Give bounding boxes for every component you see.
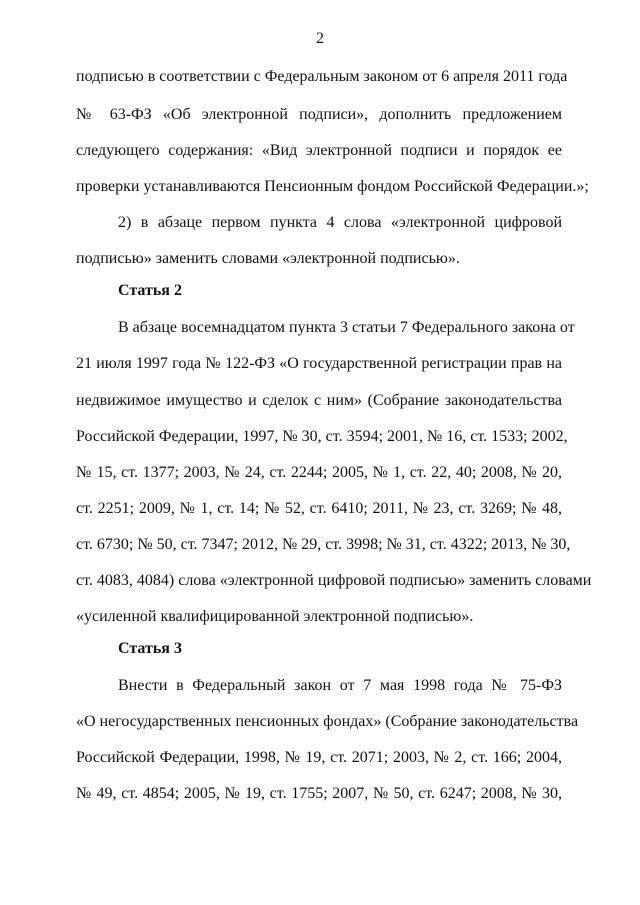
article2-line-2: 21 июля 1997 года № 122-ФЗ «О государственной регистрации прав на (76, 355, 562, 372)
article3-heading: Статья 3 (118, 640, 182, 657)
page-number: 2 (316, 30, 324, 47)
para1-line-3: следующего содержания: «Вид электронной подписи и порядок ее (76, 142, 562, 159)
para1-line-2: № 63-ФЗ «Об электронной подписи», дополнить предложением (76, 106, 562, 123)
para2-line-2: подписью» заменить словами «электронной подписью». (76, 250, 460, 267)
para1-line-1: подписью в соответствии с Федеральным законом от 6 апреля 2011 года (76, 68, 568, 85)
article2-line-3: недвижимое имущество и сделок с ним» (Собрание законодательства (76, 392, 562, 409)
article3-line-3: Российской Федерации, 1998, № 19, ст. 2071; 2003, № 2, ст. 166; 2004, (76, 749, 562, 766)
article2-heading: Статья 2 (118, 282, 182, 299)
article2-line-8: ст. 4083, 4084) слова «электронной цифровой подписью» заменить словами (76, 572, 592, 589)
article3-line-2: «О негосударственных пенсионных фондах» (Собрание законодательства (76, 713, 579, 730)
article2-line-6: ст. 2251; 2009, № 1, ст. 14; № 52, ст. 6410; 2011, № 23, ст. 3269; № 48, (76, 500, 562, 517)
article3-line-1: Внести в Федеральный закон от 7 мая 1998 года № 75-ФЗ (118, 677, 562, 694)
article2-line-5: № 15, ст. 1377; 2003, № 24, ст. 2244; 2005, № 1, ст. 22, 40; 2008, № 20, (76, 464, 562, 481)
article3-line-4: № 49, ст. 4854; 2005, № 19, ст. 1755; 2007, № 50, ст. 6247; 2008, № 30, (76, 785, 562, 802)
article2-line-4: Российской Федерации, 1997, № 30, ст. 3594; 2001, № 16, ст. 1533; 2002, (76, 428, 568, 445)
para1-line-4: проверки устанавливаются Пенсионным фондом Российской Федерации.»; (76, 178, 589, 195)
article2-line-7: ст. 6730; № 50, ст. 7347; 2012, № 29, ст. 3998; № 31, ст. 4322; 2013, № 30, (76, 536, 571, 553)
article2-line-9: «усиленной квалифицированной электронной подписью». (76, 608, 474, 625)
para2-line-1: 2) в абзаце первом пункта 4 слова «электронной цифровой (118, 214, 562, 231)
article2-line-1: В абзаце восемнадцатом пункта 3 статьи 7 Федерального закона от (118, 319, 575, 336)
